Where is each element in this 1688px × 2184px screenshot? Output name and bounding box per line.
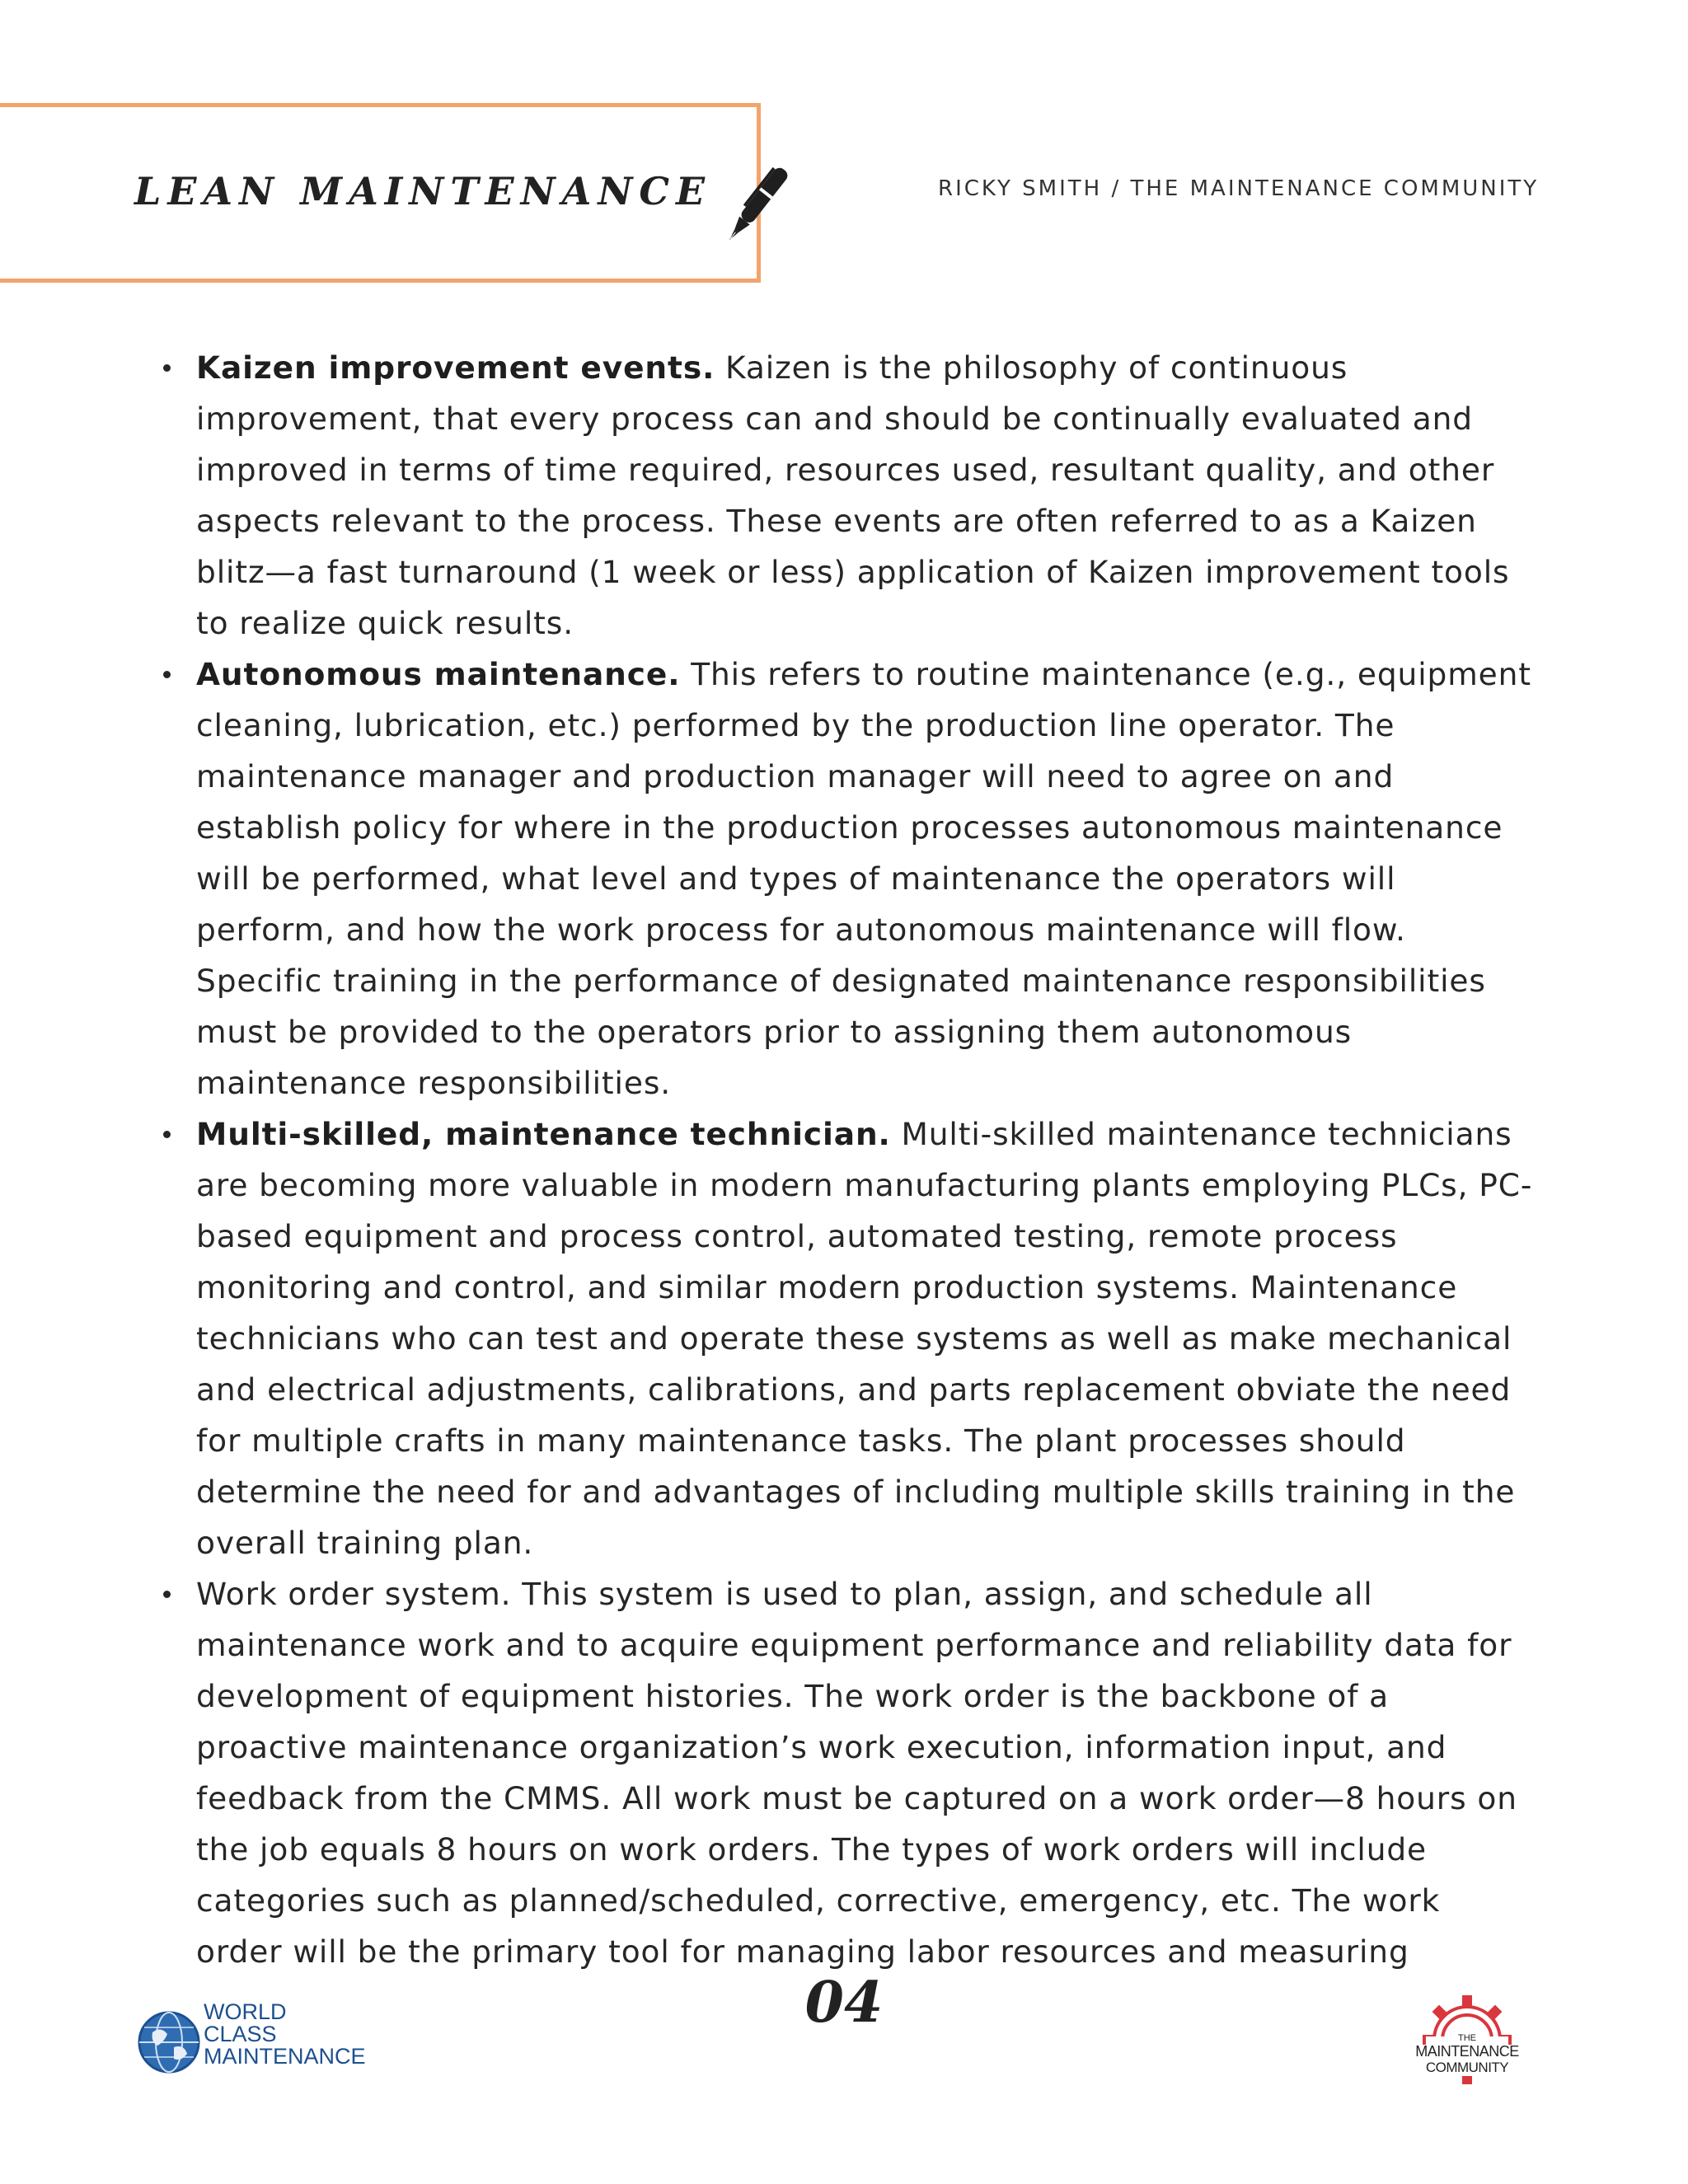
logo-line-class: CLASS: [204, 2022, 277, 2046]
bullet-term: Autonomous maintenance.: [196, 656, 681, 692]
bullet-text: Kaizen is the philosophy of continuous improvement, that every process can and should be continually evaluated and improved in terms of time required, resources used, resultant quality, and other aspects relevant to the process. These events are often referred to as a Kaizen blitz—a fast turnaround (1 week or less) application of Kaizen improvement tools to realize quick results.: [196, 349, 1510, 641]
page-title: LEAN MAINTENANCE: [134, 169, 712, 213]
logo-line-community: COMMUNITY: [1425, 2060, 1509, 2075]
bullet-list: [157, 342, 1533, 1977]
logo-line-world: WORLD: [204, 1999, 287, 2024]
bullet-text: Multi-skilled maintenance technicians are becoming more valuable in modern manufacturing plants employing PLCs, PC-based equipment and process control, automated testing, remote process monitoring and control, and similar modern production systems. Maintenance technicians who can test and operate these systems as well as make mechanical and electrical adjustments, calibrations, and parts replacement obviate the need for multiple crafts in many maintenance tasks. The plant processes should determine the need for and advantages of including multiple skills training in the overall training plan.: [196, 1116, 1533, 1561]
bullet-term: Multi-skilled, maintenance technician.: [196, 1116, 891, 1152]
list-item: [157, 1108, 1533, 1568]
bullet-text: Work order system. This system is used to plan, assign, and schedule all maintenance work and to acquire equipment performance and reliability data for development of equipment histories. The work order is the backbone of a proactive maintenance organization’s work execution, information input, and feedback from the CMMS. All work must be captured on a work order—8 hours on the job equals 8 hours on work orders. The types of work orders will include categories such as planned/scheduled, corrective, emergency, etc. The work order will be the primary tool for managing labor resources and measuring: [196, 1576, 1517, 1970]
pen-icon: [709, 144, 816, 251]
logo-line-maintenance: MAINTENANCE: [1415, 2043, 1519, 2060]
bullet-term: Kaizen improvement events.: [196, 349, 715, 386]
author-credit: RICKY SMITH / THE MAINTENANCE COMMUNITY: [938, 176, 1540, 201]
maintenance-community-logo: [1401, 1990, 1533, 2097]
list-item: [157, 649, 1533, 1108]
page-number: 04: [804, 1970, 884, 2036]
list-item: [157, 342, 1533, 649]
list-item: [157, 1568, 1533, 1977]
bullet-text: This refers to routine maintenance (e.g., equipment cleaning, lubrication, etc.) performed by the production line operator. The maintenance manager and production manager will need to agree on and establish policy for where in the production processes autonomous maintenance will be performed, what level and types of maintenance the operators will perform, and how the work process for autonomous maintenance will flow. Specific training in the performance of designated maintenance responsibilities must be provided to the operators prior to assigning them autonomous maintenance responsibilities.: [196, 656, 1531, 1101]
logo-line-maintenance: MAINTENANCE: [204, 2044, 366, 2069]
logo-line-the: THE: [1458, 2033, 1476, 2043]
